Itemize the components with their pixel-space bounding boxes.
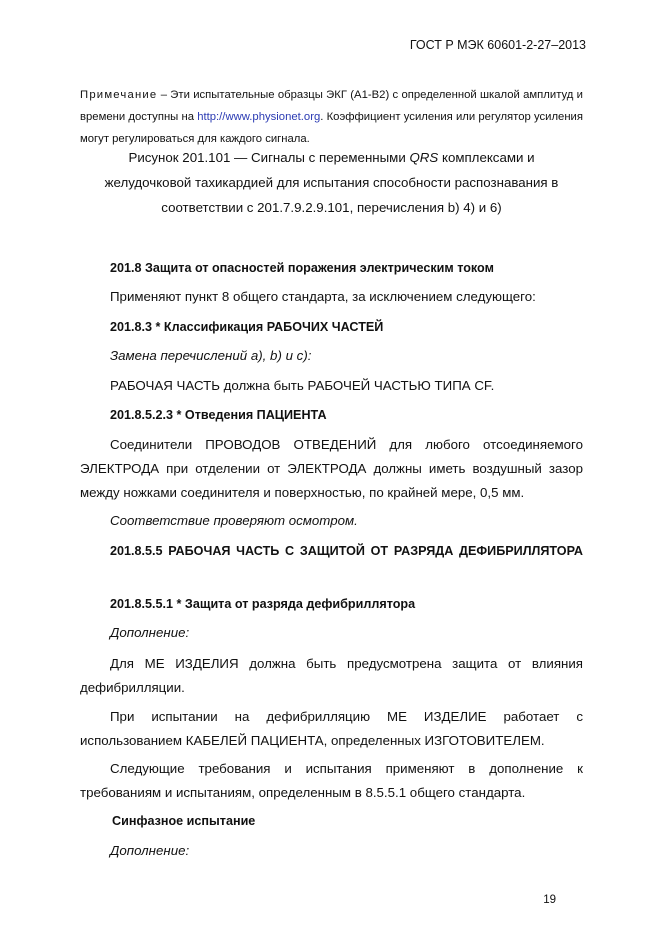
figure-caption [80,145,583,220]
defib-paragraph-1: Для МЕ ИЗДЕЛИЯ должна быть предусмотрена защита от влияния дефибрилляции. [80,656,583,695]
caption-line-1: Рисунок 201.101 — Сигналы с переменными QRS комплексами и [128,150,535,165]
common-mode-heading: Синфазное испытание [112,814,256,828]
document-header: ГОСТ Р МЭК 60601-2-27–2013 [409,38,586,52]
section-heading-201-8-3: 201.8.3 * Классификация РАБОЧИХ ЧАСТЕЙ [110,320,384,334]
section-heading-201-8: 201.8 Защита от опасностей поражения электрическим током [110,261,494,275]
note-text-end: . Коэффициент усиления или регулятор усиления могут регулироваться для каждого сигнала. [80,111,583,145]
replacement-note: Замена перечислений a), b) и c): [110,348,312,363]
section-text-201-8-5-2-3: Соединители ПРОВОДОВ ОТВЕДЕНИЙ для любого отсоединяемого ЭЛЕКТРОДА при отделении от ЭЛЕКТРОДА должны иметь воздушный зазор между ножками соединителя и поверхностью, по крайней мере, 0,5 мм. [80,437,583,500]
defib-paragraph-2: При испытании на дефибрилляцию МЕ ИЗДЕЛИЕ работает с использованием КАБЕЛЕЙ ПАЦИЕНТА, определенных ИЗГОТОВИТЕЛЕМ. [80,709,583,748]
section-heading-201-8-5-5-1: 201.8.5.5.1 * Защита от разряда дефибриллятора [110,597,416,611]
page-number: 19 [543,894,556,906]
caption-line-2: желудочковой тахикардией для испытания способности распознавания в [104,175,559,190]
caption-qrs: QRS [409,150,439,165]
physionet-link[interactable]: http://www.physionet.org [197,111,321,123]
note-text: – Эти испытательные образцы ЭКГ (А1-В2) с определенной шкалой амплитуд и времени доступны на [80,89,583,123]
section-text-201-8: Применяют пункт 8 общего стандарта, за исключением следующего: [110,289,536,304]
section-heading-201-8-5-2-3: 201.8.5.2.3 * Отведения ПАЦИЕНТА [110,408,327,422]
addition-note: Дополнение: [110,625,190,640]
common-mode-addition: Дополнение: [110,843,190,858]
defib-paragraph-3: Следующие требования и испытания применяют в дополнение к требованиям и испытаниям, определенным в 8.5.5.1 общего стандарта. [80,761,583,800]
compliance-note: Соответствие проверяют осмотром. [110,513,358,528]
note-label: Примечание [80,89,158,101]
caption-line-3: соответствии с 201.7.9.2.9.101, перечисления b) 4) и 6) [161,200,502,215]
figure-note [80,84,583,150]
section-text-201-8-3: РАБОЧАЯ ЧАСТЬ должна быть РАБОЧЕЙ ЧАСТЬЮ ТИПА CF. [110,378,495,393]
section-heading-201-8-5-5: 201.8.5.5 РАБОЧАЯ ЧАСТЬ С ЗАЩИТОЙ ОТ РАЗРЯДА ДЕФИБРИЛЛЯТОРА [110,544,583,558]
